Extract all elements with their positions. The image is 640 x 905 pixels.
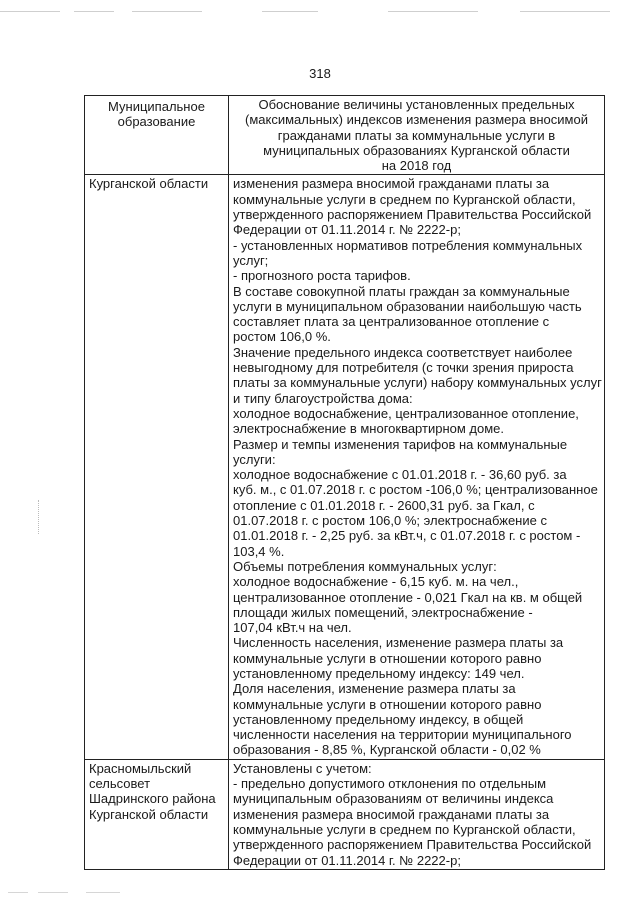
text-line: Курганской области bbox=[89, 176, 209, 192]
text-line: Федерации от 01.11.2014 г. № 2222-р; bbox=[233, 852, 461, 868]
text-line: - прогнозного роста тарифов. bbox=[233, 268, 411, 284]
page-number: 318 bbox=[309, 66, 331, 81]
scan-edge-mark bbox=[74, 11, 114, 12]
text-line: Доля населения, изменение размера платы за bbox=[233, 681, 516, 697]
text-line: услуги в муниципальном образовании наибольшую часть bbox=[233, 298, 582, 314]
scan-edge-mark bbox=[520, 11, 610, 12]
text-line: муниципальных образованиях Курганской области bbox=[263, 142, 570, 158]
text-line: сельсовет bbox=[89, 776, 151, 792]
text-line: централизованное отопление - 0,021 Гкал на кв. м общей bbox=[233, 589, 583, 605]
justification-table bbox=[84, 95, 605, 870]
text-line: Установлены с учетом: bbox=[233, 760, 372, 776]
table-row bbox=[85, 175, 605, 759]
text-line: отопление с 01.01.2018 г. - 2600,31 руб. за Гкал, с bbox=[233, 497, 535, 513]
text-line: 01.01.2018 г. - 2,25 руб. за кВт.ч, с 01.07.2018 г. с ростом - bbox=[233, 528, 581, 544]
text-line: Размер и темпы изменения тарифов на коммунальные bbox=[233, 436, 568, 452]
text-line: Значение предельного индекса соответствует наиболее bbox=[233, 344, 573, 360]
text-line: и типу благоустройства дома: bbox=[233, 390, 413, 406]
header-municipality bbox=[85, 96, 229, 175]
text-line: на 2018 год bbox=[381, 158, 452, 174]
text-line: гражданами платы за коммунальные услуги в bbox=[277, 127, 556, 143]
text-line: Федерации от 01.11.2014 г. № 2222-р; bbox=[233, 222, 461, 238]
text-line: Шадринского района bbox=[89, 791, 216, 807]
text-line: электроснабжение в многоквартирном доме. bbox=[233, 421, 505, 437]
text-line: установленному предельному индексу: 149 чел. bbox=[233, 665, 525, 681]
text-line: численности населения на территории муниципального bbox=[233, 727, 572, 743]
scan-edge-mark bbox=[86, 892, 120, 893]
text-line: 107,04 кВт.ч на чел. bbox=[233, 620, 352, 636]
text-line: (максимальных) индексов изменения размера вносимой bbox=[245, 112, 588, 128]
scan-edge-mark bbox=[262, 11, 318, 12]
text-line: Численность населения, изменение размера платы за bbox=[233, 635, 564, 651]
text-line: утвержденного распоряжением Правительства Российской bbox=[233, 207, 592, 223]
text-line: утвержденного распоряжением Правительства Российской bbox=[233, 837, 592, 853]
text-line: Объемы потребления коммунальных услуг: bbox=[233, 558, 497, 574]
text-line: установленному предельному индексу, в общей bbox=[233, 711, 524, 727]
scan-edge-mark bbox=[388, 11, 478, 12]
text-line: 01.07.2018 г. с ростом 106,0 %; электроснабжение с bbox=[233, 513, 547, 529]
text-line: составляет плата за централизованное отопление с bbox=[233, 314, 550, 330]
scan-edge-mark bbox=[0, 11, 60, 12]
text-line: услуг; bbox=[233, 252, 269, 268]
text-line: коммунальные услуги в отношении которого равно bbox=[233, 696, 542, 712]
table-row bbox=[85, 759, 605, 869]
text-line: Обоснование величины установленных предельных bbox=[258, 97, 575, 112]
scan-edge-mark bbox=[8, 892, 28, 893]
text-line: образование bbox=[117, 114, 196, 130]
row-justification bbox=[229, 175, 605, 759]
text-line: холодное водоснабжение, централизованное отопление, bbox=[233, 405, 579, 421]
text-line: муниципальным образованиям от величины индекса bbox=[233, 791, 554, 807]
text-line: - предельно допустимого отклонения по отдельным bbox=[233, 776, 547, 792]
table-header-row bbox=[85, 96, 605, 175]
row-municipality bbox=[85, 175, 229, 759]
text-line: образования - 8,85 %, Курганской области - 0,02 % bbox=[233, 742, 541, 758]
text-line: коммунальные услуги в отношении которого равно bbox=[233, 650, 542, 666]
row-municipality bbox=[85, 759, 229, 869]
header-justification bbox=[229, 96, 605, 175]
text-line: 103,4 %. bbox=[233, 543, 285, 559]
text-line: коммунальные услуги в среднем по Курганской области, bbox=[233, 191, 576, 207]
text-line: площади жилых помещений, электроснабжение - bbox=[233, 604, 533, 620]
text-line: куб. м., с 01.07.2018 г. с ростом -106,0 %; централизованное bbox=[233, 482, 598, 498]
text-line: невыгодному для потребителя (с точки зрения прироста bbox=[233, 360, 574, 376]
scan-edge-mark bbox=[38, 892, 68, 893]
scan-margin-mark bbox=[38, 500, 47, 534]
text-line: изменения размера вносимой гражданами платы за bbox=[233, 806, 550, 822]
text-line: В составе совокупной платы граждан за коммунальные bbox=[233, 283, 570, 299]
text-line: услуги: bbox=[233, 451, 276, 467]
text-line: платы за коммунальные услуги) набору коммунальных услуг bbox=[233, 375, 602, 391]
text-line: Муниципальное bbox=[108, 99, 205, 114]
row-justification bbox=[229, 759, 605, 869]
text-line: ростом 106,0 %. bbox=[233, 329, 331, 345]
text-line: коммунальные услуги в среднем по Курганской области, bbox=[233, 821, 576, 837]
text-line: Красномыльский bbox=[89, 760, 192, 776]
text-line: Курганской области bbox=[89, 806, 209, 822]
text-line: - установленных нормативов потребления коммунальных bbox=[233, 237, 583, 253]
text-line: холодное водоснабжение - 6,15 куб. м. на чел., bbox=[233, 574, 519, 590]
text-line: изменения размера вносимой гражданами платы за bbox=[233, 176, 550, 192]
scan-edge-mark bbox=[132, 11, 202, 12]
text-line: холодное водоснабжение с 01.01.2018 г. - 36,60 руб. за bbox=[233, 467, 567, 483]
